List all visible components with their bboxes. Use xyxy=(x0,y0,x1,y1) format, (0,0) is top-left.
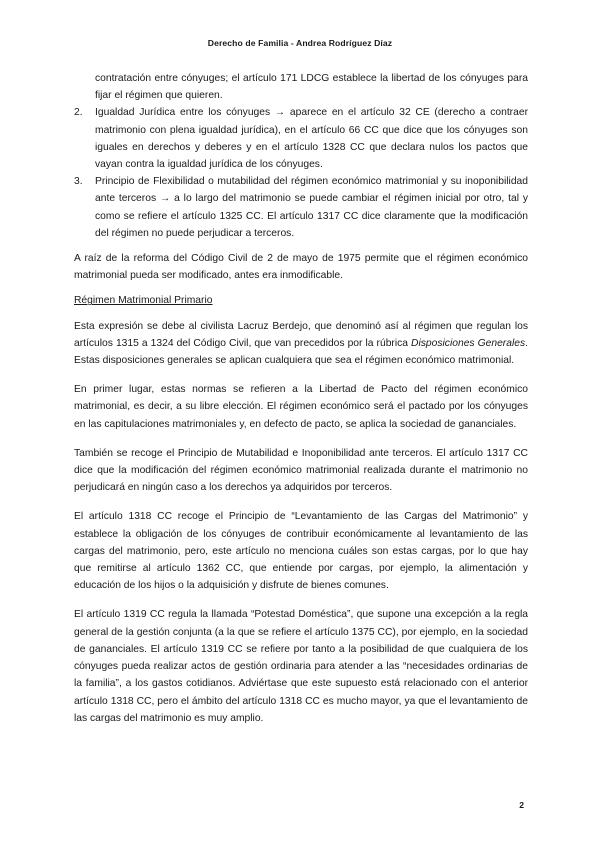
body-paragraph-freedom-of-pact: En primer lugar, estas normas se refieren a la Libertad de Pacto del régimen económico matrimonial, es decir, a su libre elección. El régimen económico será el pactado por los cónyuges en las capitulaciones matrimoniales y, en defecto de pacto, se aplica la sociedad de gananciales. xyxy=(74,384,528,430)
body-paragraph-mutability: También se recoge el Principio de Mutabilidad e Inoponibilidad ante terceros. El artículo 1317 CC dice que la modificación del régimen económico matrimonial realizada durante el matrimonio no perjudicará en ningún caso a los derechos ya adquiridos por terceros. xyxy=(74,447,528,494)
page-content xyxy=(74,70,528,727)
reform-paragraph: A raíz de la reforma del Código Civil de 2 de mayo de 1975 permite que el régimen económico matrimonial pueda ser modificado, antes era inmodificable. xyxy=(74,253,528,282)
page-number: 2 xyxy=(519,800,524,810)
principle-number: 3. xyxy=(74,176,83,188)
principles-list xyxy=(74,104,528,242)
principle-item-3 xyxy=(74,173,528,242)
page-header: Derecho de Familia - Andrea Rodríguez Díaz xyxy=(207,38,393,48)
intro-italic-rubric: Disposiciones Generales xyxy=(411,337,526,349)
list-continuation-text: contratación entre cónyuges; el artículo 171 LDCG establece la libertad de los cónyuges para fijar el régimen que quieren. xyxy=(95,73,528,102)
body-paragraph-domestic-power: El artículo 1319 CC regula la llamada “Potestad Doméstica”, que supone una excepción a la regla general de la gestión conjunta (a la que se refiere el artículo 1375 CC), por ejemplo, en la sociedad de gananciales. El artículo 1319 CC se refiere por tanto a la posibilidad de que cualquiera de los cónyuges pueda realizar actos de gestión ordinaria para atender a las “necesidades ordinarias de la familia”, a los gastos cotidianos. Adviértase que este supuesto está relacionado con el anterior artículo 1318 CC, pero el ámbito del artículo 1318 CC es mucho mayor, ya que el levantamiento de las cargas del matrimonio es muy amplio. xyxy=(74,609,528,724)
intro-paragraph xyxy=(74,318,528,370)
principle-item-2 xyxy=(74,104,528,173)
intro-text-after: . Estas disposiciones generales se aplican cualquiera que sea el régimen económico matrimonial. xyxy=(74,337,528,367)
body-paragraph-charges: El artículo 1318 CC recoge el Principio de “Levantamiento de las Cargas del Matrimonio” y establece la obligación de los cónyuges de contribuir económicamente al levantamiento de las cargas del matrimonio, pero, este artículo no menciona cuáles son estas cargas, por lo que hay que remitirse al artículo 1362 CC, que entiende por cargas, por ejemplo, la alimentación y educación de los hijos o la adquisición y disfrute de bienes comunes. xyxy=(74,511,528,592)
principle-text: Igualdad Jurídica entre los cónyuges → aparece en el artículo 32 CE (derecho a contraer matrimonio con plena igualdad jurídica), en el artículo 66 CC que dice que los cónyuges son iguales en derechos y deberes y en el artículo 1328 CC que declara nulos los pactos que vayan contra la igualdad jurídica de los cónyuges. xyxy=(95,107,528,171)
intro-text-before: Esta expresión se debe al civilista Lacruz Berdejo, que denominó así al régimen que regulan los artículos 1315 a 1324 del Código Civil, que van precedidos por la rúbrica xyxy=(74,320,528,349)
principle-number: 2. xyxy=(74,107,83,119)
principle-text: Principio de Flexibilidad o mutabilidad del régimen económico matrimonial y su inoponibilidad ante terceros → a lo largo del matrimonio se puede cambiar el régimen inicial por otro, tal y como se refiere el artículo 1325 CC. El artículo 1317 CC dice claramente que la modificación del régimen no puede perjudicar a terceros. xyxy=(95,176,528,239)
section-title: Régimen Matrimonial Primario xyxy=(74,295,213,307)
